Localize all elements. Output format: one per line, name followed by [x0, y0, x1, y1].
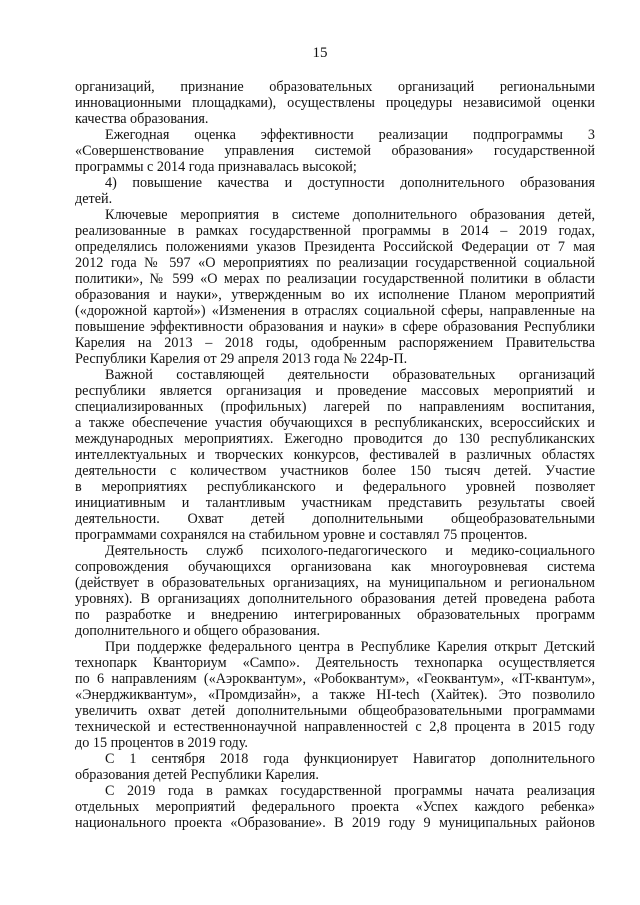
text-line: качества образования.: [75, 111, 209, 127]
text-line: специализированных (профильных) лагерей по направлениям воспитания,: [75, 399, 595, 415]
text-line: С 1 сентября 2018 года функционирует Навигатор дополнительного: [105, 751, 595, 767]
paragraph: [75, 783, 595, 831]
text-line: (действует в образовательных организациях, на муниципальном и региональном: [75, 575, 595, 591]
text-line: сопровождения обучающихся организована как многоуровневая система: [75, 559, 595, 575]
text-line: Карелия на 2013 – 2018 годы, одобренным распоряжением Правительства: [75, 335, 595, 351]
text-line: национального проекта «Образование». В 2019 году 9 муниципальных районов: [75, 815, 595, 831]
text-line: увеличить охват детей дополнительными общеобразовательными программами: [75, 703, 595, 719]
text-line: детей.: [75, 191, 113, 207]
text-line: международных мероприятиях. Ежегодно проводится до 130 республиканских: [75, 431, 595, 447]
text-line: программами сохранялся на стабильном уровне и составлял 75 процентов.: [75, 527, 528, 543]
text-line: определялись положениями указов Президента Российской Федерации от 7 мая: [75, 239, 595, 255]
text-line: до 15 процентов в 2019 году.: [75, 735, 248, 751]
text-line: «Совершенствование управления системой образования» государственной: [75, 143, 595, 159]
text-line: деятельности с количеством участников более 150 тысяч детей. Участие: [75, 463, 595, 479]
text-line: программы с 2014 года признавалась высокой;: [75, 159, 357, 175]
text-line: технической и естественнонаучной направленностей с 2,8 процента в 2015 году: [75, 719, 595, 735]
text-line: отдельных мероприятий федерального проекта «Успех каждого ребенка»: [75, 799, 595, 815]
text-line: Ключевые мероприятия в системе дополнительного образования детей,: [105, 207, 595, 223]
text-line: а также обеспечение участия обучающихся в республиканских, всероссийских и: [75, 415, 595, 431]
text-line: инновационными площадками), осуществлены процедуры независимой оценки: [75, 95, 595, 111]
text-line: политики», № 599 «О мерах по реализации государственной политики в области: [75, 271, 595, 287]
text-line: интеллектуальных и творческих конкурсов, фестивалей в различных областях: [75, 447, 595, 463]
text-line: технопарк Кванториум «Сампо». Деятельность технопарка осуществляется: [75, 655, 595, 671]
text-line: деятельности. Охват детей дополнительными общеобразовательными: [75, 511, 595, 527]
text-line: «Энерджиквантум», «Промдизайн», а также HI-tech (Хайтек). Это позволило: [75, 687, 595, 703]
paragraph: [75, 639, 595, 751]
paragraph: [75, 543, 595, 639]
text-line: («дорожной картой») «Изменения в отраслях социальной сферы, направленные на: [75, 303, 595, 319]
text-line: Важной составляющей деятельности образовательных организаций: [105, 367, 595, 383]
text-line: 4) повышение качества и доступности дополнительного образования: [105, 175, 595, 191]
text-line: дополнительного и общего образования.: [75, 623, 321, 639]
paragraph: [75, 79, 595, 127]
text-line: Деятельность служб психолого-педагогического и медико-социального: [105, 543, 595, 559]
text-line: по 6 направлениям («Аэроквантум», «Робоквантум», «Геоквантум», «IT-квантум»,: [75, 671, 595, 687]
text-line: 2012 года № 597 «О мероприятиях по реализации государственной социальной: [75, 255, 595, 271]
paragraph: [75, 175, 595, 207]
text-line: реализованные в рамках государственной программы в 2014 – 2019 годах,: [75, 223, 595, 239]
text-line: организаций, признание образовательных организаций региональными: [75, 79, 595, 95]
text-line: инициативным и талантливым участникам представить результаты своей: [75, 495, 595, 511]
text-line: Республики Карелия от 29 апреля 2013 года № 224р-П.: [75, 351, 408, 367]
text-line: образования детей Республики Карелия.: [75, 767, 319, 783]
text-line: При поддержке федерального центра в Республике Карелия открыт Детский: [105, 639, 595, 655]
paragraph: [75, 207, 595, 367]
text-line: образования и науки», утвержденным во их исполнение Планом мероприятий: [75, 287, 595, 303]
text-line: республики является организация и проведение массовых мероприятий и: [75, 383, 595, 399]
document-body: [75, 79, 595, 831]
text-line: повышение эффективности образования и науки» в сфере образования Республики: [75, 319, 595, 335]
text-line: по разработке и внедрению интегрированных образовательных программ: [75, 607, 595, 623]
text-line: в мероприятиях республиканского и федерального уровней позволяет: [75, 479, 595, 495]
paragraph: [75, 127, 595, 175]
paragraph: [75, 367, 595, 543]
page-number: 15: [312, 45, 328, 61]
text-line: уровнях). В организациях дополнительного образования детей проведена работа: [75, 591, 595, 607]
paragraph: [75, 751, 595, 783]
text-line: Ежегодная оценка эффективности реализации подпрограммы 3: [105, 127, 595, 143]
text-line: С 2019 года в рамках государственной программы начата реализация: [105, 783, 595, 799]
